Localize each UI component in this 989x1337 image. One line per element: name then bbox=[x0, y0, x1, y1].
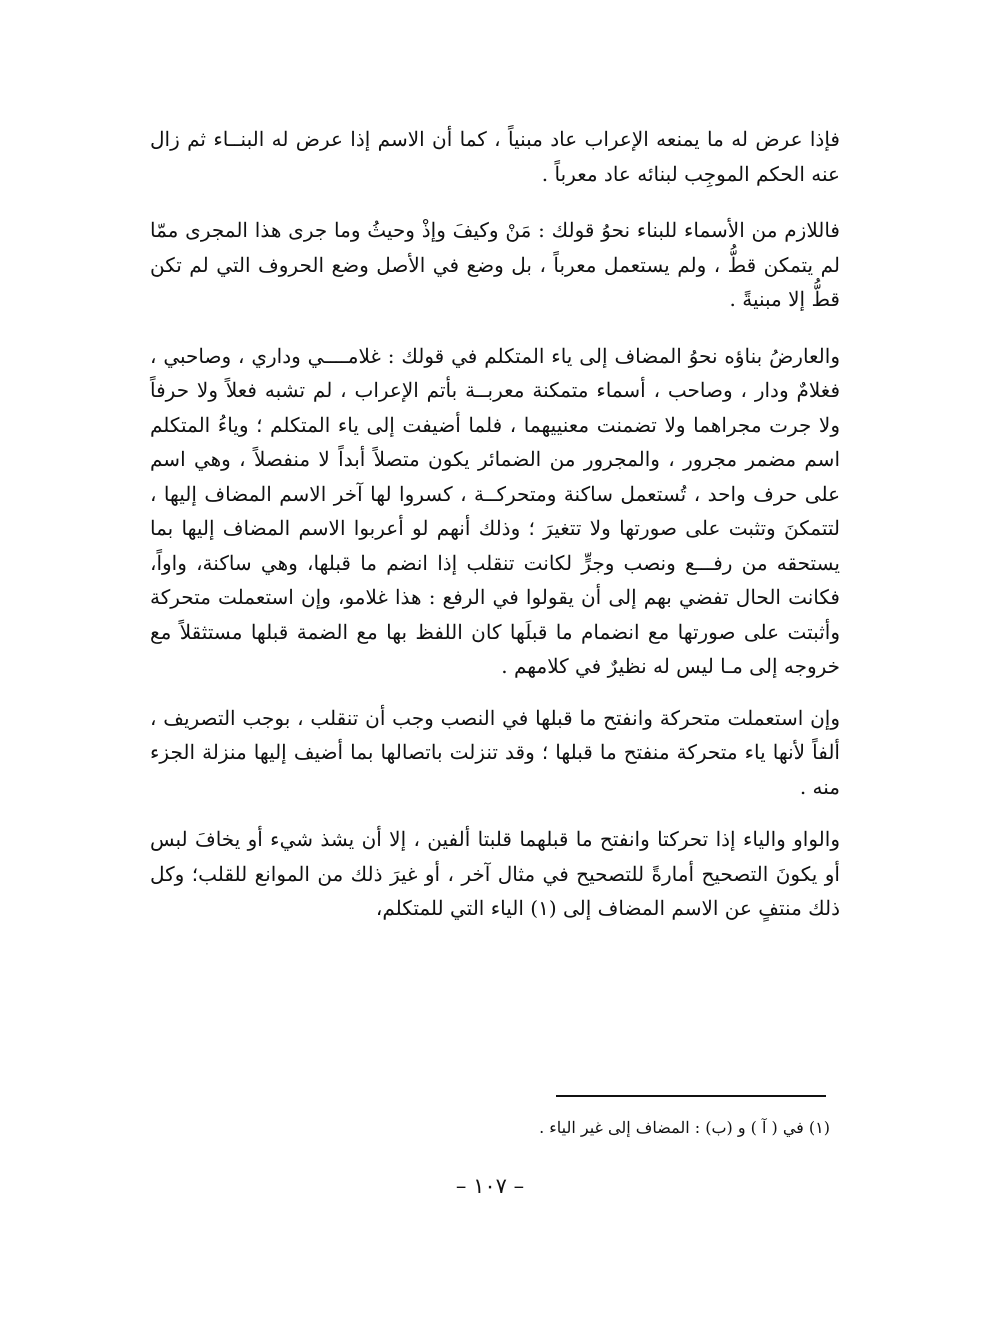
paragraph: فاللازم من الأسماء للبناء نحوُ قولك : مَنْ وكيفَ وإذْ وحيثُ وما جرى هذا المجرى ممّا لم يتمكن قطُّ ، ولم يستعمل معرباً ، بل وضع في الأصل وضع الحروف التي لم تكن قطُّ إلا مبنيةً . bbox=[150, 218, 840, 311]
paragraph: والعارضُ بناؤه نحوُ المضاف إلى ياء المتكلم في قولك : غلامــــي وداري ، وصاحبي ، فغلامٌ ودار ، وصاحب ، أسماء متمكنة معربــة بأتم الإعراب ، لم تشبه فعلاً ولا حرفاً ولا جرت مجراهما ولا تضمنت معنييهما ، فلما أضيفت إلى ياء المتكلم ؛ وياءُ المتكلم اسم مضمر مجرور ، والمجرور من الضمائر يكون متصلاً أبداً لا منفصلاً ، وهي اسم على حرف واحد ، تُستعمل ساكنة ومتحركــة ، كسروا لها آخر الاسم المضاف إليها ، لتتمكنَ وتثبت على صورتها ولا تتغيرَ ؛ وذلك أنهم لو أعربوا الاسم المضاف إليها بما يستحقه من رفـــع ونصب وجرٍّ لكانت تنقلب إذا انضم ما قبلها، وهي ساكنة، واواً، فكانت الحال تفضي بهم إلى أن يقولوا في الرفع : هذا غلامو، وإن استعملت متحركة وأثبتت على صورتها مع انضمام ما قبلَها كان اللفظ بها مع الضمة قبلها مستثقلاً مع خروجه إلى مـا ليس له نظيرٌ في كلامهم . bbox=[150, 343, 840, 678]
footnote: (١) في ( آ ) و (ب) : المضاف إلى غير الياء . bbox=[539, 1118, 830, 1137]
paragraph: والواو والياء إذا تحركتا وانفتح ما قبلهما قلبتا ألفين ، إلا أن يشذ شيء أو يخافَ لبس أو يكونَ التصحيح أمارةً للتصحيح في مثال آخر ، أو غيرَ ذلك من الموانع للقلب؛ وكل ذلك منتفٍ عن الاسم المضاف إلى (١) الياء التي للمتكلم، bbox=[150, 827, 840, 920]
page-number: – ١٠٧ – bbox=[455, 1174, 525, 1198]
body-text bbox=[150, 122, 840, 926]
paragraph: فإذا عرض له ما يمنعه الإعراب عاد مبنياً ، كما أن الاسم إذا عرض له البنــاء ثم زال عنه الحكم الموجِب لبنائه عاد معرباً . bbox=[150, 127, 840, 186]
footnote-separator bbox=[556, 1095, 826, 1097]
paragraph: وإن استعملت متحركة وانفتح ما قبلها في النصب وجب أن تنقلب ، بوجب التصريف ، ألفاً لأنها ياء متحركة منفتح ما قبلها ؛ وقد تنزلت باتصالها بما أضيف إليها منزلة الجزء منه . bbox=[150, 705, 840, 799]
